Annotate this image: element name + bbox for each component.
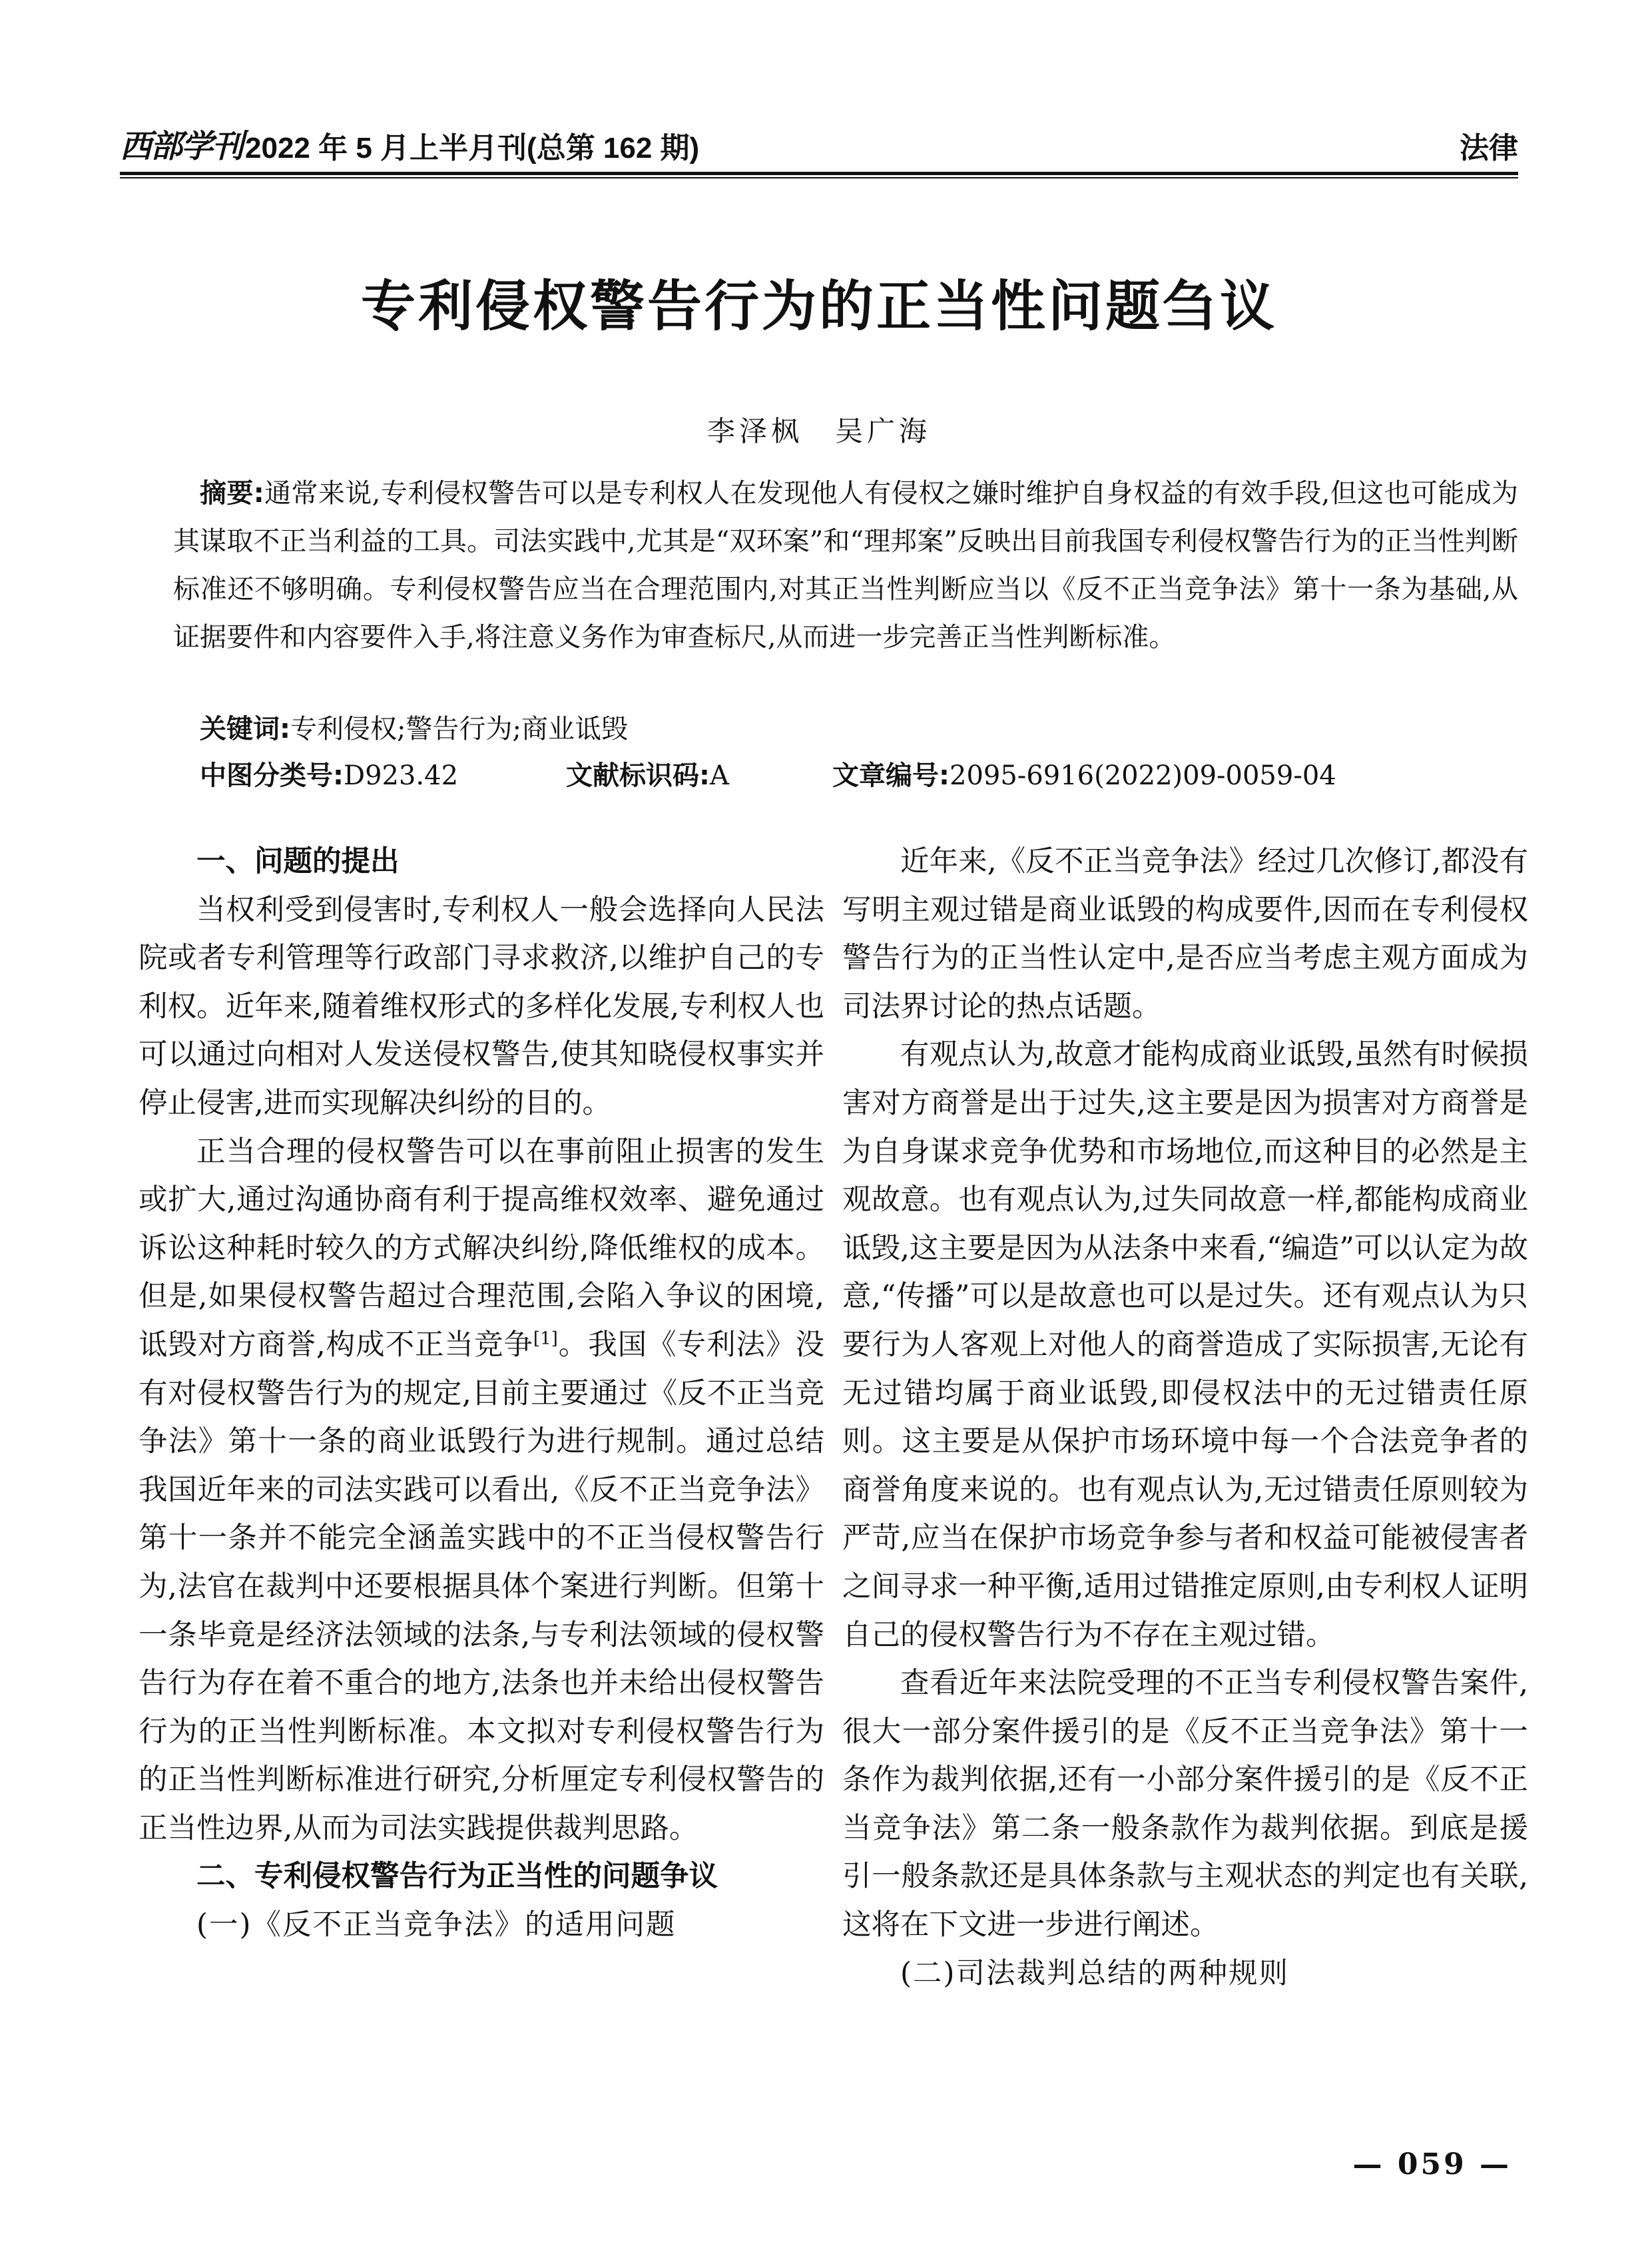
article-title: 专利侵权警告行为的正当性问题刍议 (360, 275, 1277, 338)
section-name: 法律 (1460, 132, 1518, 164)
left-column (138, 838, 824, 1950)
paragraph: 查看近年来法院受理的不正当专利侵权警告案件,很大一部分案件援引的是《反不正当竞争法》第十一条作为裁判依据,还有一小部分案件援引的是《反不正当竞争法》第二条一般条款作为裁判依据。到底是援引一般条款还是具体条款与主观状态的判定也有关联,这将在下文进一步进行阐述。 (842, 1667, 1528, 1942)
classification-line (200, 754, 1518, 792)
paragraph-text: 正当合理的侵权警告可以在事前阻止损害的发生或扩大,通过沟通协商有利于提高维权效率、避免通过诉讼这种耗时较久的方式解决纠纷,降低维权的成本。但是,如果侵权警告超过合理范围,会陷入争议的困境,诋毁对方商誉,构成不正当竞争 (138, 1135, 824, 1362)
abstract (173, 469, 1518, 661)
doc-code-value: A (710, 760, 729, 791)
journal-issue-line (120, 121, 699, 166)
header-rule (120, 172, 1518, 175)
subsection-heading: (一)《反不正当竞争法》的适用问题 (196, 1908, 677, 1942)
doc-code-label: 文献标识码: (566, 760, 710, 791)
doc-code-item (566, 754, 832, 792)
issue-info: 2022 年 5 月上半月刊(总第 162 期) (245, 132, 700, 164)
keywords-line (200, 708, 628, 746)
article-no-value: 2095-6916(2022)09-0059-04 (950, 760, 1336, 791)
right-column (842, 838, 1528, 1998)
subsection-heading: (二)司法裁判总结的两种规则 (900, 1956, 1289, 1990)
keywords-label: 关键词: (200, 714, 290, 744)
citation-ref: [1] (533, 1328, 558, 1349)
header-rule-thin (120, 177, 1518, 178)
journal-logo: 西部学刊 (120, 128, 243, 165)
abstract-label: 摘要: (200, 478, 264, 509)
article-no-item (832, 754, 1336, 792)
paragraph: 有观点认为,故意才能构成商业诋毁,虽然有时候损害对方商誉是出于过失,这主要是因为损害对方商誉是为自身谋求竞争优势和市场地位,而这种目的必然是主观故意。也有观点认为,过失同故意一样,都能构成商业诋毁,这主要是因为从法条中来看,“编造”可以认定为故意,“传播”可以是故意也可以是过失。还有观点认为只要行为人客观上对他人的商誉造成了实际损害,无论有无过错均属于商业诋毁,即侵权法中的无过错责任原则。这主要是从保护市场环境中每一个合法竞争者的商誉角度来说的。也有观点认为,无过错责任原则较为严苛,应当在保护市场竞争参与者和权益可能被侵害者之间寻求一种平衡,适用过错推定原则,由专利权人证明自己的侵权警告行为不存在主观过错。 (842, 1038, 1528, 1652)
paragraph-with-citation (138, 1128, 824, 1853)
clc-value: D923.42 (344, 760, 459, 791)
paragraph: 当权利受到侵害时,专利权人一般会选择向人民法院或者专利管理等行政部门寻求救济,以维护自己的专利权。近年来,随着维权形式的多样化发展,专利权人也可以通过向相对人发送侵权警告,使其知晓侵权事实并停止侵害,进而实现解决纠纷的目的。 (138, 893, 824, 1120)
paragraph: 近年来,《反不正当竞争法》经过几次修订,都没有写明主观过错是商业诋毁的构成要件,因而在专利侵权警告行为的正当性认定中,是否应当考虑主观方面成为司法界讨论的热点话题。 (842, 845, 1528, 1023)
keywords: 专利侵权;警告行为;商业诋毁 (290, 714, 628, 744)
running-header (120, 113, 1518, 166)
page-number: — 059 — (1352, 2147, 1512, 2181)
section-heading-2: 二、专利侵权警告行为正当性的问题争议 (196, 1860, 718, 1894)
paragraph-text: 。我国《专利法》没有对侵权警告行为的规定,目前主要通过《反不正当竞争法》第十一条的商业诋毁行为进行规制。通过总结我国近年来的司法实践可以看出,《反不正当竞争法》第十一条并不能完全涵盖实践中的不正当侵权警告行为,法官在裁判中还要根据具体个案进行判断。但第十一条毕竟是经济法领域的法条,与专利法领域的侵权警告行为存在着不重合的地方,法条也并未给出侵权警告行为的正当性判断标准。本文拟对专利侵权警告行为的正当性判断标准进行研究,分析厘定专利侵权警告的正当性边界,从而为司法实践提供裁判思路。 (138, 1328, 825, 1845)
clc-item (200, 754, 566, 792)
article-authors: 李泽枫 吴广海 (706, 415, 931, 447)
article-no-label: 文章编号: (832, 760, 950, 791)
clc-label: 中图分类号: (200, 760, 344, 791)
section-heading-1: 一、问题的提出 (196, 845, 400, 878)
abstract-text: 通常来说,专利侵权警告可以是专利权人在发现他人有侵权之嫌时维护自身权益的有效手段,但这也可能成为其谋取不正当利益的工具。司法实践中,尤其是“双环案”和“理邦案”反映出目前我国专利侵权警告行为的正当性判断标准还不够明确。专利侵权警告应当在合理范围内,对其正当性判断应当以《反不正当竞争法》第十一条为基础,从证据要件和内容要件入手,将注意义务作为审查标尺,从而进一步完善正当性判断标准。 (173, 478, 1518, 653)
